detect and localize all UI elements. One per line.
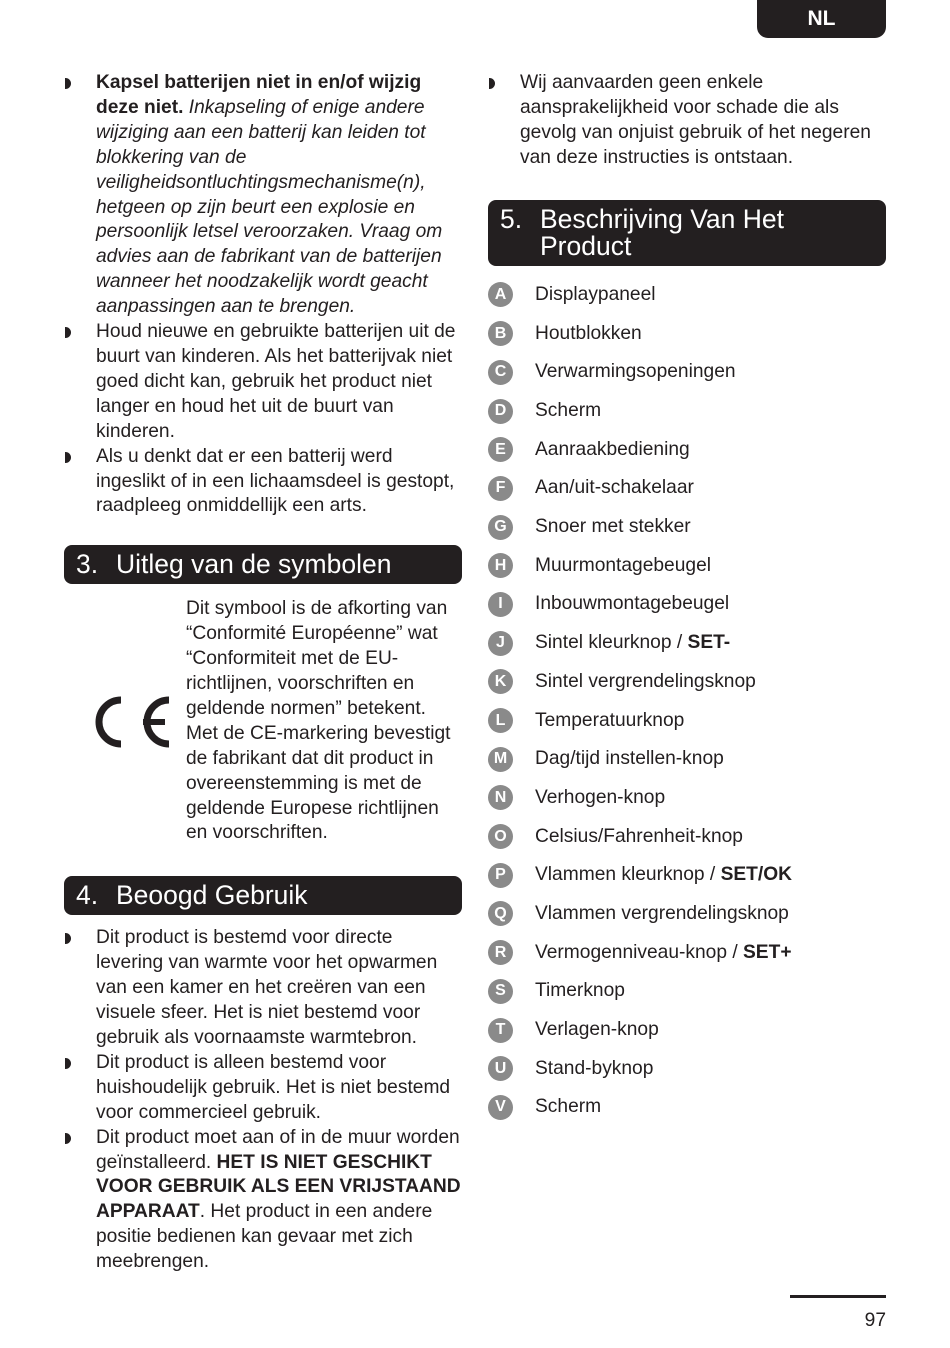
language-label: NL xyxy=(807,7,836,30)
text-run: Houd nieuwe en gebruikte batterijen uit de buurt van kinderen. Als het batterijvak niet goed dicht kan, gebruik het product niet langer en houd het uit de buurt van kinderen. xyxy=(96,321,456,442)
part-label xyxy=(535,555,711,577)
part-letter-badge: M xyxy=(488,747,513,772)
part-label xyxy=(535,903,789,925)
part-label xyxy=(535,748,724,770)
bullet-icon xyxy=(65,452,71,463)
part-item xyxy=(488,353,886,392)
text-run: Dit product moet aan of in de muur worden geïnstalleerd. xyxy=(96,1126,460,1173)
part-letter-badge: N xyxy=(488,785,513,810)
bullet-text xyxy=(96,446,454,517)
section-5-header xyxy=(488,200,886,266)
text-run: Displaypaneel xyxy=(535,283,656,305)
part-item xyxy=(488,817,886,856)
part-letter-badge: O xyxy=(488,824,513,849)
part-item xyxy=(488,469,886,508)
left-column xyxy=(64,71,462,1275)
bullet-icon xyxy=(65,78,71,89)
page-number: 97 xyxy=(864,1310,886,1331)
text-run: Sintel vergrendelingsknop xyxy=(535,670,756,692)
part-letter-badge: P xyxy=(488,863,513,888)
part-letter-badge: A xyxy=(488,282,513,307)
text-run: . Het product in een andere positie bedienen kan gevaar met zich meebrengen. xyxy=(96,1201,433,1273)
part-item xyxy=(488,585,886,624)
text-run: Celsius/Fahrenheit-knop xyxy=(535,825,743,847)
part-label xyxy=(535,864,792,886)
part-letter-badge: S xyxy=(488,979,513,1004)
bullet-text xyxy=(96,927,437,1048)
part-letter-badge: L xyxy=(488,708,513,733)
part-label xyxy=(535,632,730,654)
part-item xyxy=(488,276,886,315)
part-label xyxy=(535,1058,653,1080)
part-letter-badge: Q xyxy=(488,901,513,926)
part-label xyxy=(535,361,736,383)
text-run: Scherm xyxy=(535,400,602,422)
text-run: Stand-byknop xyxy=(535,1057,654,1079)
part-letter-badge: V xyxy=(488,1095,513,1120)
liability-list xyxy=(488,71,886,171)
part-item xyxy=(488,430,886,469)
text-run: Aan/uit-schakelaar xyxy=(535,477,694,499)
part-item xyxy=(488,933,886,972)
bullet-item xyxy=(64,445,462,520)
part-letter-badge: U xyxy=(488,1056,513,1081)
bullet-item xyxy=(64,320,462,445)
part-label xyxy=(535,593,729,615)
product-parts-list xyxy=(488,276,886,1127)
part-item xyxy=(488,740,886,779)
part-label xyxy=(535,826,743,848)
language-tab xyxy=(757,0,886,38)
bullet-text xyxy=(96,72,442,317)
text-run: SET- xyxy=(687,632,731,654)
text-run: Dag/tijd instellen-knop xyxy=(535,748,724,770)
part-item xyxy=(488,1049,886,1088)
text-run: Muurmontagebeugel xyxy=(535,554,712,576)
bullet-item xyxy=(488,71,886,171)
part-label xyxy=(535,1019,659,1041)
part-label xyxy=(535,323,642,345)
part-label xyxy=(535,477,694,499)
part-item xyxy=(488,508,886,547)
part-label xyxy=(535,400,601,422)
text-run: Sintel kleurknop / xyxy=(535,632,688,654)
text-run: HET IS NIET GESCHIKT VOOR GEBRUIK ALS EEN VRIJSTAAND APPARAAT xyxy=(96,1151,461,1223)
bullet-text xyxy=(96,1052,450,1123)
section-4-header xyxy=(64,876,462,915)
text-run: Inkapseling of enige andere wijziging aan een batterij kan leiden tot blokkering van de veiligheidsontluchtingsmechanisme(n), hetgeen op zijn beurt een explosie en persoonlijk letsel veroorzaken. Vraag om advies aan de fabrikant van de batterijen wanneer het noodzakelijk wordt geacht aanpassingen aan te brengen. xyxy=(96,96,443,318)
part-item xyxy=(488,663,886,702)
part-label xyxy=(535,942,792,964)
ce-mark-icon xyxy=(64,597,186,846)
part-item xyxy=(488,895,886,934)
part-item xyxy=(488,972,886,1011)
part-letter-badge: C xyxy=(488,360,513,385)
part-item xyxy=(488,701,886,740)
part-item xyxy=(488,546,886,585)
part-letter-badge: I xyxy=(488,592,513,617)
text-run: Als u denkt dat er een batterij werd ingeslikt of in een lichaamsdeel is gestopt, raadpleeg onmiddellijk een arts. xyxy=(96,445,455,517)
part-item xyxy=(488,856,886,895)
text-run: Verhogen-knop xyxy=(535,786,666,808)
text-run: Verlagen-knop xyxy=(535,1019,659,1041)
part-letter-badge: D xyxy=(488,399,513,424)
bullet-text xyxy=(96,1127,461,1273)
part-letter-badge: J xyxy=(488,631,513,656)
bullet-icon xyxy=(65,1133,71,1144)
right-column xyxy=(488,71,886,1127)
part-letter-badge: E xyxy=(488,437,513,462)
battery-safety-list xyxy=(64,71,462,519)
part-item xyxy=(488,1088,886,1127)
section-number: 5. xyxy=(500,203,523,234)
text-run: SET/OK xyxy=(720,864,792,886)
text-run: Dit product is bestemd voor directe levering van warmte voor het opwarmen van een kamer en het creëren van een visuele sfeer. Het is niet bestemd voor gebruik als voornaamste warmtebron. xyxy=(96,927,438,1048)
part-letter-badge: G xyxy=(488,515,513,540)
text-run: Kapsel batterijen niet in en/of wijzig deze niet. xyxy=(96,72,422,118)
text-run: Wij aanvaarden geen enkele aansprakelijkheid voor schade die als gevolg van onjuist gebruik of het negeren van deze instructies is ontstaan. xyxy=(520,72,871,168)
section-title: Beschrijving Van Het Product xyxy=(540,203,785,261)
section-title: Uitleg van de symbolen xyxy=(116,549,392,580)
bullet-text xyxy=(520,72,871,168)
part-label xyxy=(535,710,684,732)
part-label xyxy=(535,516,691,538)
text-run: Aanraakbediening xyxy=(535,438,690,460)
part-letter-badge: K xyxy=(488,669,513,694)
bullet-text xyxy=(96,321,455,442)
text-run: Houtblokken xyxy=(535,322,642,344)
ce-explanation xyxy=(64,597,462,846)
text-run: Dit product is alleen bestemd voor huishoudelijk gebruik. Het is niet bestemd voor commercieel gebruik. xyxy=(96,1051,451,1123)
section-number: 4. xyxy=(76,880,99,911)
part-label xyxy=(535,284,656,306)
section-title: Beoogd Gebruik xyxy=(116,880,308,911)
part-item xyxy=(488,779,886,818)
part-item xyxy=(488,624,886,663)
part-label xyxy=(535,787,665,809)
text-run: Timerknop xyxy=(535,980,625,1002)
text-run: SET+ xyxy=(743,941,792,963)
part-letter-badge: F xyxy=(488,476,513,501)
part-label xyxy=(535,1096,601,1118)
section-number: 3. xyxy=(76,549,99,580)
text-run: Scherm xyxy=(535,1096,602,1118)
bullet-icon xyxy=(489,78,495,89)
part-label xyxy=(535,439,690,461)
text-run: Vlammen kleurknop / xyxy=(535,864,721,886)
text-run: Vlammen vergrendelingsknop xyxy=(535,902,789,924)
part-letter-badge: R xyxy=(488,940,513,965)
bullet-item xyxy=(64,926,462,1051)
bullet-icon xyxy=(65,1058,71,1069)
part-letter-badge: H xyxy=(488,553,513,578)
text-run: Vermogenniveau-knop / xyxy=(535,941,743,963)
bullet-item xyxy=(64,1126,462,1275)
text-run: Inbouwmontagebeugel xyxy=(535,593,730,615)
bullet-icon xyxy=(65,933,71,944)
section-3-header xyxy=(64,545,462,584)
intended-use-list xyxy=(64,926,462,1275)
part-label xyxy=(535,671,756,693)
ce-mark-graphic xyxy=(77,696,173,748)
part-letter-badge: B xyxy=(488,321,513,346)
part-item xyxy=(488,314,886,353)
ce-description: Dit symbool is de afkorting van “Conformité Européenne” wat “Conformiteit met de EU-richtlijnen, voorschriften en geldende normen” betekent. Met de CE-markering bevestigt de fabrikant dat dit product in overeenstemming is met de geldende Europese richtlijnen en voorschriften. xyxy=(186,598,451,844)
part-item xyxy=(488,1011,886,1050)
text-run: Verwarmingsopeningen xyxy=(535,361,736,383)
text-run: Snoer met stekker xyxy=(535,516,691,538)
part-letter-badge: T xyxy=(488,1018,513,1043)
bullet-item xyxy=(64,71,462,320)
bullet-icon xyxy=(65,327,71,338)
part-label xyxy=(535,980,625,1002)
part-item xyxy=(488,392,886,431)
bullet-item xyxy=(64,1051,462,1126)
text-run: Temperatuurknop xyxy=(535,709,685,731)
footer-divider xyxy=(790,1295,886,1298)
